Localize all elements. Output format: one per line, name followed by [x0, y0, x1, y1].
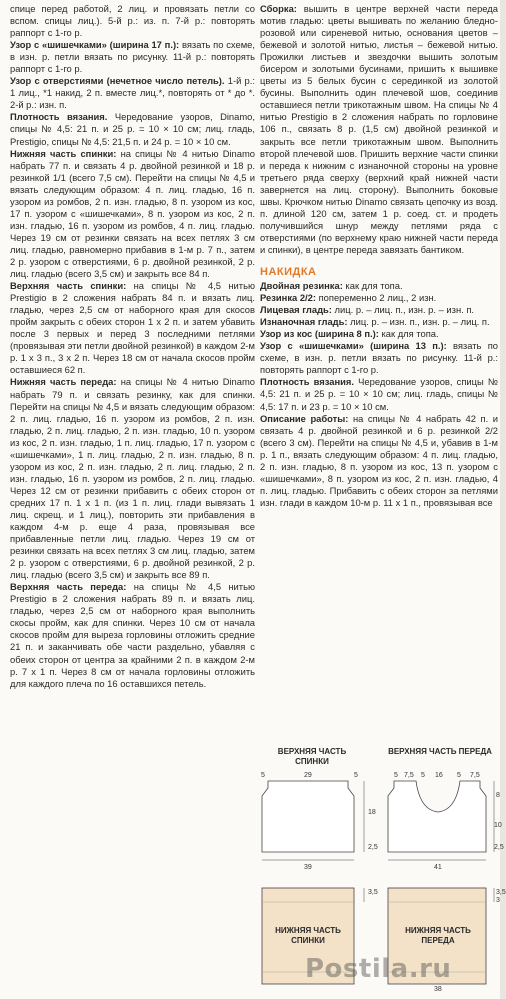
front-lower-title: НИЖНЯЯ ЧАСТЬ ПЕРЕДА — [405, 926, 471, 945]
paragraph-heading: Описание работы: — [260, 412, 349, 424]
back-side-dim-2: 2,5 — [368, 844, 378, 851]
paragraph — [10, 75, 255, 111]
paragraph — [260, 304, 498, 316]
paragraph-text: на спицы № 4,5 нитью Prestigio в 2 сложения набрать 84 п. и вязать лиц. гладью, через 2,5 см от наборного края для скосов пройм закрыть с обеих сторон 1 х 2 п. и затем убавить после 3 первых и перед 3 последними петлями (провязывая эти петли двойной резинкой) в каждом 2-м р. 1 х 3 п., 3 х 2 п. Через 18 см от начала скосов пройм оставшиеся 62 п. — [10, 280, 255, 376]
front-lower-side-2: 3 — [496, 897, 500, 904]
left-column — [10, 3, 255, 690]
paragraph-text: лиц. р. – лиц. п., изн. р. – изн. п. — [331, 304, 475, 316]
front-upper-shape — [386, 778, 504, 868]
paragraph — [260, 328, 498, 340]
paragraph — [260, 292, 498, 304]
front-top-dim-6: 7,5 — [470, 772, 480, 779]
paragraph-text: спице перед работой, 2 лиц. и провязать петли со вспом. спицы лиц.). 5-й р.: из. п. 7-й р.: повторять раппорт с 1-го р. — [10, 3, 255, 39]
front-side-dim-3: 2,5 — [494, 844, 504, 851]
paragraph — [10, 148, 255, 281]
back-upper-shape — [258, 778, 383, 868]
paragraph — [260, 376, 498, 412]
back-top-dim-left: 5 — [261, 772, 265, 779]
paragraph-heading: Узор с «шишечками» (ширина 13 п.): — [260, 340, 447, 352]
front-lower-side-1: 3,5 — [496, 889, 506, 896]
back-top-dim-mid: 29 — [304, 772, 312, 779]
paragraph — [10, 39, 255, 75]
paragraph — [10, 111, 255, 147]
front-top-dim-1: 5 — [394, 772, 398, 779]
paragraph-heading: Резинка 2/2: — [260, 292, 316, 304]
paragraph — [10, 3, 255, 39]
paragraph-text: на спицы № 4 нитью Dinamo набрать 79 п. и связать резинку, как для спинки. Перейти на спицы № 4,5 и вязать следующим образом: 2 п. лиц. гладью, 16 п. узором из ромбов, 2 п. изн. гладью, 2 п. лиц. гладью, 2 п. изн. гладью, 10 п. узором из кос, 2 п. изн. гладью, 1 п. лиц. гладью, 17 п. узором с «шишечками», 1 п. лиц. гладью, 2 п. изн. гладью, 8 п. узором из кос, 2 п. изн. гладью, 2 п. лиц. гладью, 2 п. изн. гладью, 16 п. узором из ромбов, 2 п. лиц. гладью. Через 12 см от резинки прибавить с обеих сторон от средних 17 п. 1 х 1 п. (из 1 п. лиц. глади вывязать 1 лиц. скрещ. и 1 лиц.), повторить эти прибавления в каждом 4-м р. еще 4 раза, провязывая все прибавленные петли лиц. гладью. Через 19 см от резинки связать на всех петлях 3 см лиц. гладью, затем 2 р. узором с отверстиями, 6 р. двойной резинкой, 2 р. лиц. гладью (всего 3,5 см) и закрыть все 89 п. — [10, 376, 255, 581]
front-side-dim-1: 8 — [496, 792, 500, 799]
paragraph-heading: Плотность вязания. — [10, 111, 108, 123]
paragraph-heading: Нижняя часть переда: — [10, 376, 117, 388]
watermark: Postila.ru — [305, 954, 452, 984]
paragraph-heading: Изнаночная гладь: — [260, 316, 348, 328]
section-title: НАКИДКА — [260, 265, 317, 278]
paragraph-heading: Плотность вязания. — [260, 376, 355, 388]
front-upper-title: ВЕРХНЯЯ ЧАСТЬ ПЕРЕДА — [388, 747, 492, 756]
paragraph-text: вязать по схеме, в изн. р. петли вязать по рисунку. 11-й р.: повторять раппорт с 1-го р. — [10, 39, 255, 75]
paragraph-heading: Сборка: — [260, 3, 297, 14]
paragraph-text: 1-й р.: 1 лиц., *1 накид, 2 п. вместе лиц.*, повторять от * до *. 2-й р.: изн. п. — [10, 75, 255, 111]
front-top-dim-3: 5 — [421, 772, 425, 779]
front-top-dim-4: 16 — [435, 772, 443, 779]
front-top-dim-5: 5 — [457, 772, 461, 779]
paragraph — [260, 3, 498, 256]
paragraph — [10, 280, 255, 376]
back-lower-title: НИЖНЯЯ ЧАСТЬ СПИНКИ — [275, 926, 341, 945]
right-column — [260, 3, 498, 509]
paragraph-text: на спицы № 4 нитью Dinamo набрать 77 п. и связать 4 р. двойной резинкой и 18 р. резинкой 1/1 (всего 7,5 см). Перейти на спицы № 4,5 и вязать следующим образом: 4 п. лиц. гладью, 16 п. узором из ромбов, 2 п. изн. гладью, 8 п. узором из кос, 17 п. узором с «шишечками», 8 п. узором из кос, 2 п. изн. гладью, 16 п. узором из ромбов, 4 п. лиц. гладью. Через 19 см от резинки связать на всех петлях 3 см лиц. гладью, равномерно прибавив в 1-м р. 7 п., затем 2 р. узором с отверстиями, 6 р. двойной резинкой, 2 р. лиц. гладью (всего 3,5 см) и закрыть все 84 п. — [10, 147, 255, 280]
back-upper-title: ВЕРХНЯЯ ЧАСТЬ СПИНКИ — [277, 747, 347, 766]
back-top-dim-right: 5 — [354, 772, 358, 779]
paragraph-text: Чередование узоров, Dinamo, спицы № 4,5: 21 п. и 25 р. = 10 × 10 см; лиц. гладь, Prestigio, спицы № 4,5: 21,5 п. и 24 р. = 10 × 10 см. — [10, 111, 255, 147]
front-top-dim-2: 7,5 — [404, 772, 414, 779]
paragraph — [260, 316, 498, 328]
paragraph-text: как для топа. — [342, 280, 403, 292]
paragraph-heading: Лицевая гладь: — [260, 304, 332, 316]
paragraph-text: как для топа. — [378, 328, 439, 340]
paragraph — [10, 581, 255, 689]
paragraph-heading: Верхняя часть спинки: — [10, 280, 127, 292]
front-side-dim-2: 10 — [494, 822, 502, 829]
back-bottom-dim: 39 — [304, 864, 312, 871]
paragraph-heading: Узор с «шишечками» (ширина 17 п.): — [10, 39, 180, 51]
paragraph — [260, 413, 498, 509]
paragraph — [260, 340, 498, 376]
paragraph-text: вязать по схеме, в изн. р. петли вязать по рисунку. 11-й р.: повторять раппорт с 1-го р. — [260, 340, 498, 376]
paragraph-heading: Узор с отверстиями (нечетное число петель). — [10, 75, 225, 87]
paragraph-text: Чередование узоров, спицы № 4,5: 21 п. и 25 р. = 10 × 10 см; лиц. гладь, спицы № 4,5: 17 п. и 23 р. = 10 × 10 см. — [260, 376, 498, 412]
paragraph-text: попеременно 2 лиц., 2 изн. — [315, 292, 437, 304]
paragraph-heading: Нижняя часть спинки: — [10, 147, 117, 159]
paragraph-text: на спицы № 4 набрать 42 п. и связать 4 р. двойной резинкой и 6 р. резинкой 2/2 (всего 3 см). Перейти на спицы № 4,5 и, убавив в 1-м р. 1 п., вязать следующим образом: 4 п. лиц. гладью, 2 п. изн. гладью, 8 п. узором из кос, 13 п. узором с «шишечками», 8 п. узором из кос, 2 п. изн. гладью, 4 п. лиц. гладью. Прибавить с обеих сторон за петлями изн. глади в каждом 10-м р. 11 х 1 п., провязывая все — [260, 412, 499, 508]
paragraph — [10, 376, 255, 581]
front-lower-bottom-dim: 38 — [434, 986, 442, 993]
paragraph-text: на спицы № 4,5 нитью Prestigio в 2 сложения набрать 89 п. и вязать лиц. гладью, через 2,5 см от наборного края выполнить скосы пройм, как для спинки. Через 10 см от начала скосов пройм для выреза горловины отложить средние 21 п. и заканчивать обе части раздельно, убавляя с обеих сторон от центра за крайними 2 п. в каждом 2-м р. 7 х 1 п. Через 8 см от начала горловины отложить для каждого плеча по 16 оставшихся петель. — [10, 581, 255, 689]
back-side-dim-1: 18 — [368, 809, 376, 816]
front-bottom-dim: 41 — [434, 864, 442, 871]
paragraph-heading: Верхняя часть переда: — [10, 581, 127, 593]
paragraph-text: лиц. р. – изн. п., изн. р. – лиц. п. — [347, 316, 490, 328]
paragraph-heading: Двойная резинка: — [260, 280, 343, 292]
paragraph-heading: Узор из кос (ширина 8 п.): — [260, 328, 379, 340]
paragraph — [260, 280, 498, 292]
paragraph-text: вышить в центре верхней части переда мотив гладью: цветы вышивать по желанию бледно-розовой или сиреневой нитью, основания цветов – бежевой и золотой нитью, листья – бежевой нитью. Прожилки листьев и звездочки вышить золотым бисером и золотыми бусинами, пришить к вышивке цветы из 5 белых бусин с серединкой из золотой бусины. Выполнить один плечевой шов, соединив оставшиеся петли трикотажным швом. На спицы № 4 нитью Prestigio в 2 сложения набрать по горловине 106 п., связать 8 р. (1,5 см) двойной резинкой и закрыть все петли трикотажным швом. Выполнить второй плечевой шов. Пришить верхние части спинки и переда к нижним с изнаночной стороны на уровне третьего ряда сверху (верхний край нижней части завернется на лиц. сторону). Выполнить боковые швы. Крючком нитью Dinamo связать цепочку из возд. п. длиной 120 см, затем 1 р. соед. ст. и продеть получившийся шнур между петлями ряда с отверстиями (по верхнему краю нижней части переда и спинки), в центре переда завязать бантиком. — [260, 3, 498, 255]
back-lower-side-1: 3,5 — [368, 889, 378, 896]
